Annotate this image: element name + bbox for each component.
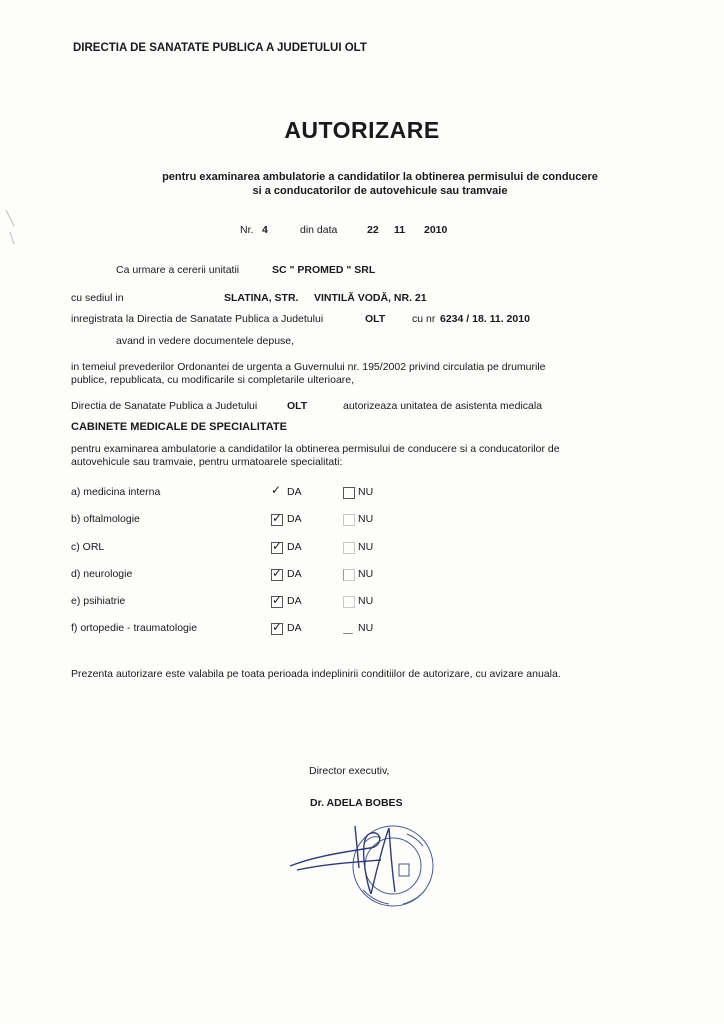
subtitle-line-2: si a conducatorilor de autovehicule sau tramvaie xyxy=(252,185,508,197)
specialty-label: f) ortopedie - traumatologie xyxy=(71,622,198,634)
registered-nr-value: 6234 / 18. 11. 2010 xyxy=(440,313,530,325)
nu-checkbox[interactable] xyxy=(343,542,355,554)
authority-county: OLT xyxy=(287,400,308,412)
registered-text: inregistrata la Directia de Sanatate Publica a Judetului xyxy=(71,313,324,325)
da-label: DA xyxy=(287,595,302,607)
specialty-row xyxy=(71,486,491,502)
authorizes-text: autorizeaza unitatea de asistenta medicala xyxy=(343,400,543,412)
da-label: DA xyxy=(287,486,302,498)
address-city: SLATINA, STR. xyxy=(224,292,299,304)
stamp-crest-icon xyxy=(399,864,409,876)
documents-text: avand in vedere documentele depuse, xyxy=(116,335,295,347)
nu-label: NU xyxy=(358,622,374,634)
da-checkbox[interactable] xyxy=(271,569,283,581)
date-year: 2010 xyxy=(424,224,448,236)
specialty-label: e) psihiatrie xyxy=(71,595,126,607)
da-checkbox[interactable] xyxy=(271,596,283,608)
number-label: Nr. xyxy=(240,224,254,236)
seat-label: cu sediul in xyxy=(71,292,124,304)
institution-header: DIRECTIA DE SANATATE PUBLICA A JUDETULUI OLT xyxy=(73,42,367,54)
da-label: DA xyxy=(287,568,302,580)
nu-label: NU xyxy=(358,568,374,580)
date-day: 22 xyxy=(367,224,379,236)
handwritten-signature xyxy=(290,826,395,894)
company-name: SC " PROMED " SRL xyxy=(272,264,376,276)
stamp-and-signature xyxy=(285,808,455,918)
specialty-row xyxy=(71,541,491,557)
nu-label: NU xyxy=(358,595,374,607)
da-label: DA xyxy=(287,513,302,525)
registered-nr-label: cu nr xyxy=(412,313,436,325)
request-label: Ca urmare a cererii unitatii xyxy=(116,264,240,276)
validity-statement: Prezenta autorizare este valabila pe toata perioada indeplinirii conditiilor de autorizare, cu avizare anuala. xyxy=(71,668,561,680)
specialty-row xyxy=(71,513,491,529)
da-checkbox[interactable] xyxy=(271,514,283,526)
nu-checkbox[interactable] xyxy=(343,487,355,499)
nu-checkbox[interactable] xyxy=(343,569,355,581)
signatory-role: Director executiv, xyxy=(309,765,390,777)
document-title: AUTORIZARE xyxy=(284,117,440,143)
purpose-line-1: pentru examinarea ambulatorie a candidatilor la obtinerea permisului de conducere si a conducatorilor de xyxy=(71,443,560,455)
date-label: din data xyxy=(300,224,338,236)
specialty-row xyxy=(71,622,491,638)
specialty-row xyxy=(71,568,491,584)
nu-checkbox[interactable] xyxy=(343,623,353,634)
nu-checkbox[interactable] xyxy=(343,596,355,608)
da-label: DA xyxy=(287,541,302,553)
unit-type: CABINETE MEDICALE DE SPECIALITATE xyxy=(71,421,287,433)
subtitle-line-1: pentru examinarea ambulatorie a candidatilor la obtinerea permisului de conducere xyxy=(162,171,598,183)
authority-text: Directia de Sanatate Publica a Judetului xyxy=(71,400,258,412)
specialty-label: d) neurologie xyxy=(71,568,133,580)
specialty-label: a) medicina interna xyxy=(71,486,161,498)
specialty-label: c) ORL xyxy=(71,541,105,553)
specialty-label: b) oftalmologie xyxy=(71,513,140,525)
registered-county: OLT xyxy=(365,313,386,325)
legal-line-1: in temeiul prevederilor Ordonantei de urgenta a Guvernului nr. 195/2002 privind circulatia pe drumurile xyxy=(71,361,546,373)
da-checkbox[interactable] xyxy=(271,487,281,497)
specialty-row xyxy=(71,595,491,611)
nu-label: NU xyxy=(358,541,374,553)
number-value: 4 xyxy=(262,224,268,236)
legal-line-2: publice, republicata, cu modificarile si completarile ulterioare, xyxy=(71,374,355,386)
da-label: DA xyxy=(287,622,302,634)
purpose-line-2: autovehicule sau tramvaie, pentru urmatoarele specialitati: xyxy=(71,456,343,468)
nu-label: NU xyxy=(358,486,374,498)
date-month: 11 xyxy=(394,224,406,236)
nu-label: NU xyxy=(358,513,374,525)
da-checkbox[interactable] xyxy=(271,542,283,554)
address-street: VINTILĂ VODĂ, NR. 21 xyxy=(314,292,427,304)
signatory-name: Dr. ADELA BOBES xyxy=(310,797,403,809)
nu-checkbox[interactable] xyxy=(343,514,355,526)
da-checkbox[interactable] xyxy=(271,623,283,635)
